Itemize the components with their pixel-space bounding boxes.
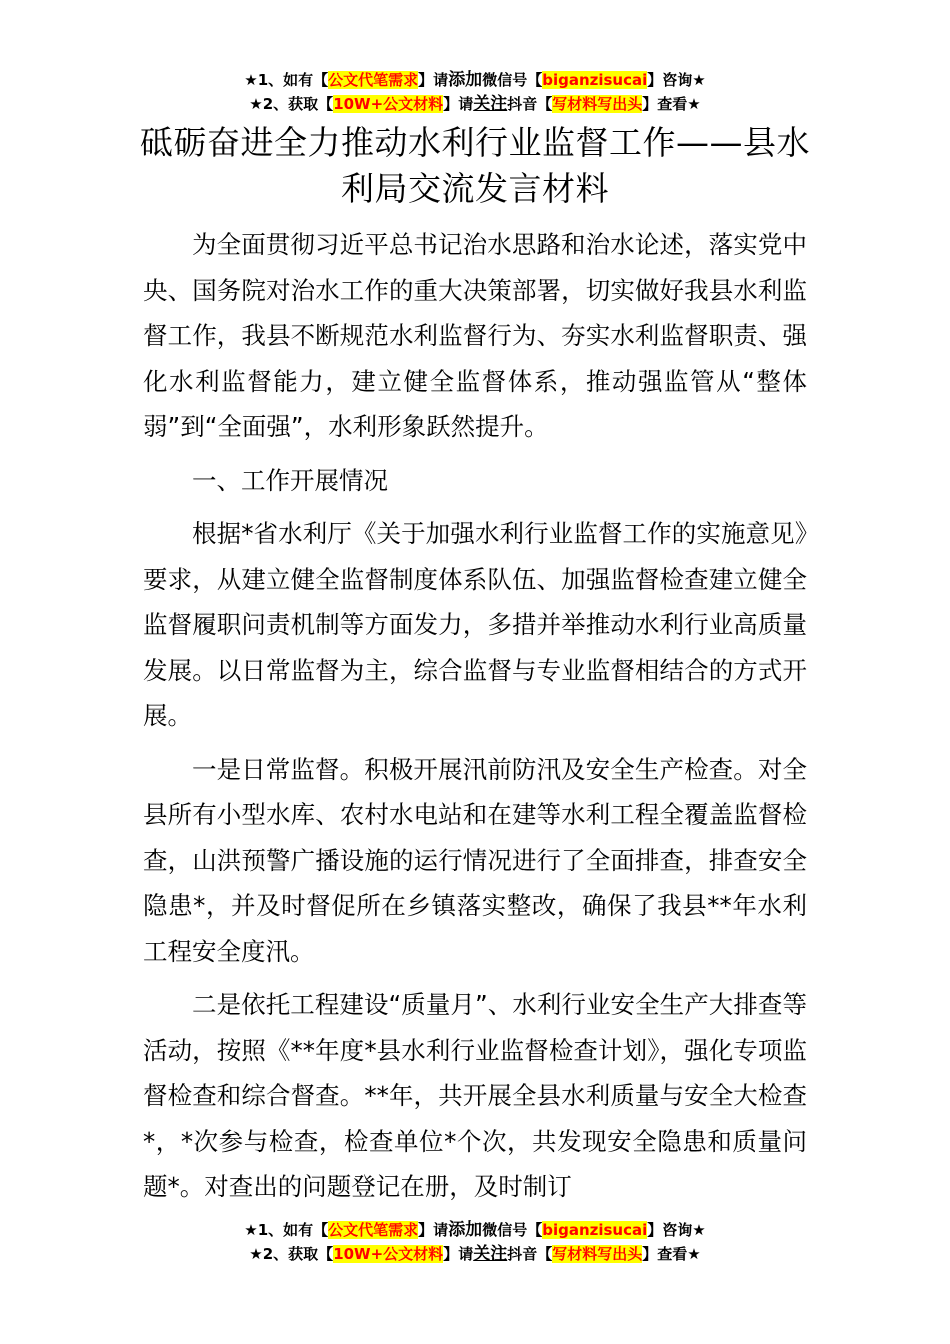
promo-line-2: ★2、获取【10W+公文材料】请关注抖音【写材料写出头】查看★ [249, 1244, 701, 1264]
highlight-materials: 10W+公文材料 [333, 95, 444, 113]
highlight-douyin: 写材料写出头 [552, 1245, 643, 1263]
highlight-wechat-id: biganzisucai [542, 1221, 648, 1239]
document-body [143, 222, 807, 1218]
paragraph-intro: 为全面贯彻习近平总书记治水思路和治水论述，落实党中央、国务院对治水工作的重大决策部署，切实做好我县水利监督工作，我县不断规范水利监督行为、夯实水利监督职责、强化水利监督能力，建立健全监督体系，推动强监管从“整体弱”到“全面强”，水利形象跃然提升。 [143, 230, 807, 441]
highlight-douyin: 写材料写出头 [552, 95, 643, 113]
highlight-materials: 10W+公文材料 [333, 1245, 444, 1263]
promo-banner-top [0, 68, 950, 116]
promo-line-2: ★2、获取【10W+公文材料】请关注抖音【写材料写出头】查看★ [249, 94, 701, 114]
highlight-service: 公文代笔需求 [328, 1221, 419, 1239]
highlight-wechat-id: biganzisucai [542, 71, 648, 89]
promo-line-1: ★1、如有【公文代笔需求】请添加微信号【biganzisucai】咨询★ [244, 70, 706, 90]
document-title: 砥砺奋进全力推动水利行业监督工作——县水利局交流发言材料 [140, 123, 810, 208]
highlight-service: 公文代笔需求 [328, 71, 419, 89]
promo-banner-bottom [0, 1218, 950, 1266]
paragraph: 二是依托工程建设“质量月”、水利行业安全生产大排查等活动，按照《**年度*县水利行业监督检查计划》，强化专项监督检查和综合督查。**年，共开展全县水利质量与安全大检查*，*次参与检查，检查单位*个次，共发现安全隐患和质量问题*。对查出的问题登记在册，及时制订 [143, 990, 807, 1201]
section-heading: 一、工作开展情况 [192, 465, 388, 495]
paragraph: 一是日常监督。积极开展汛前防汛及安全生产检查。对全县所有小型水库、农村水电站和在建等水利工程全覆盖监督检查，山洪预警广播设施的运行情况进行了全面排查，排查安全隐患*，并及时督促所在乡镇落实整改，确保了我县**年水利工程安全度汛。 [143, 754, 807, 966]
promo-line-1: ★1、如有【公文代笔需求】请添加微信号【biganzisucai】咨询★ [244, 1220, 706, 1240]
paragraph: 根据*省水利厅《关于加强水利行业监督工作的实施意见》要求，从建立健全监督制度体系队伍、加强监督检查建立健全监督履职问责机制等方面发力，多措并举推动水利行业高质量发展。以日常监督为主，综合监督与专业监督相结合的方式开展。 [143, 519, 807, 730]
